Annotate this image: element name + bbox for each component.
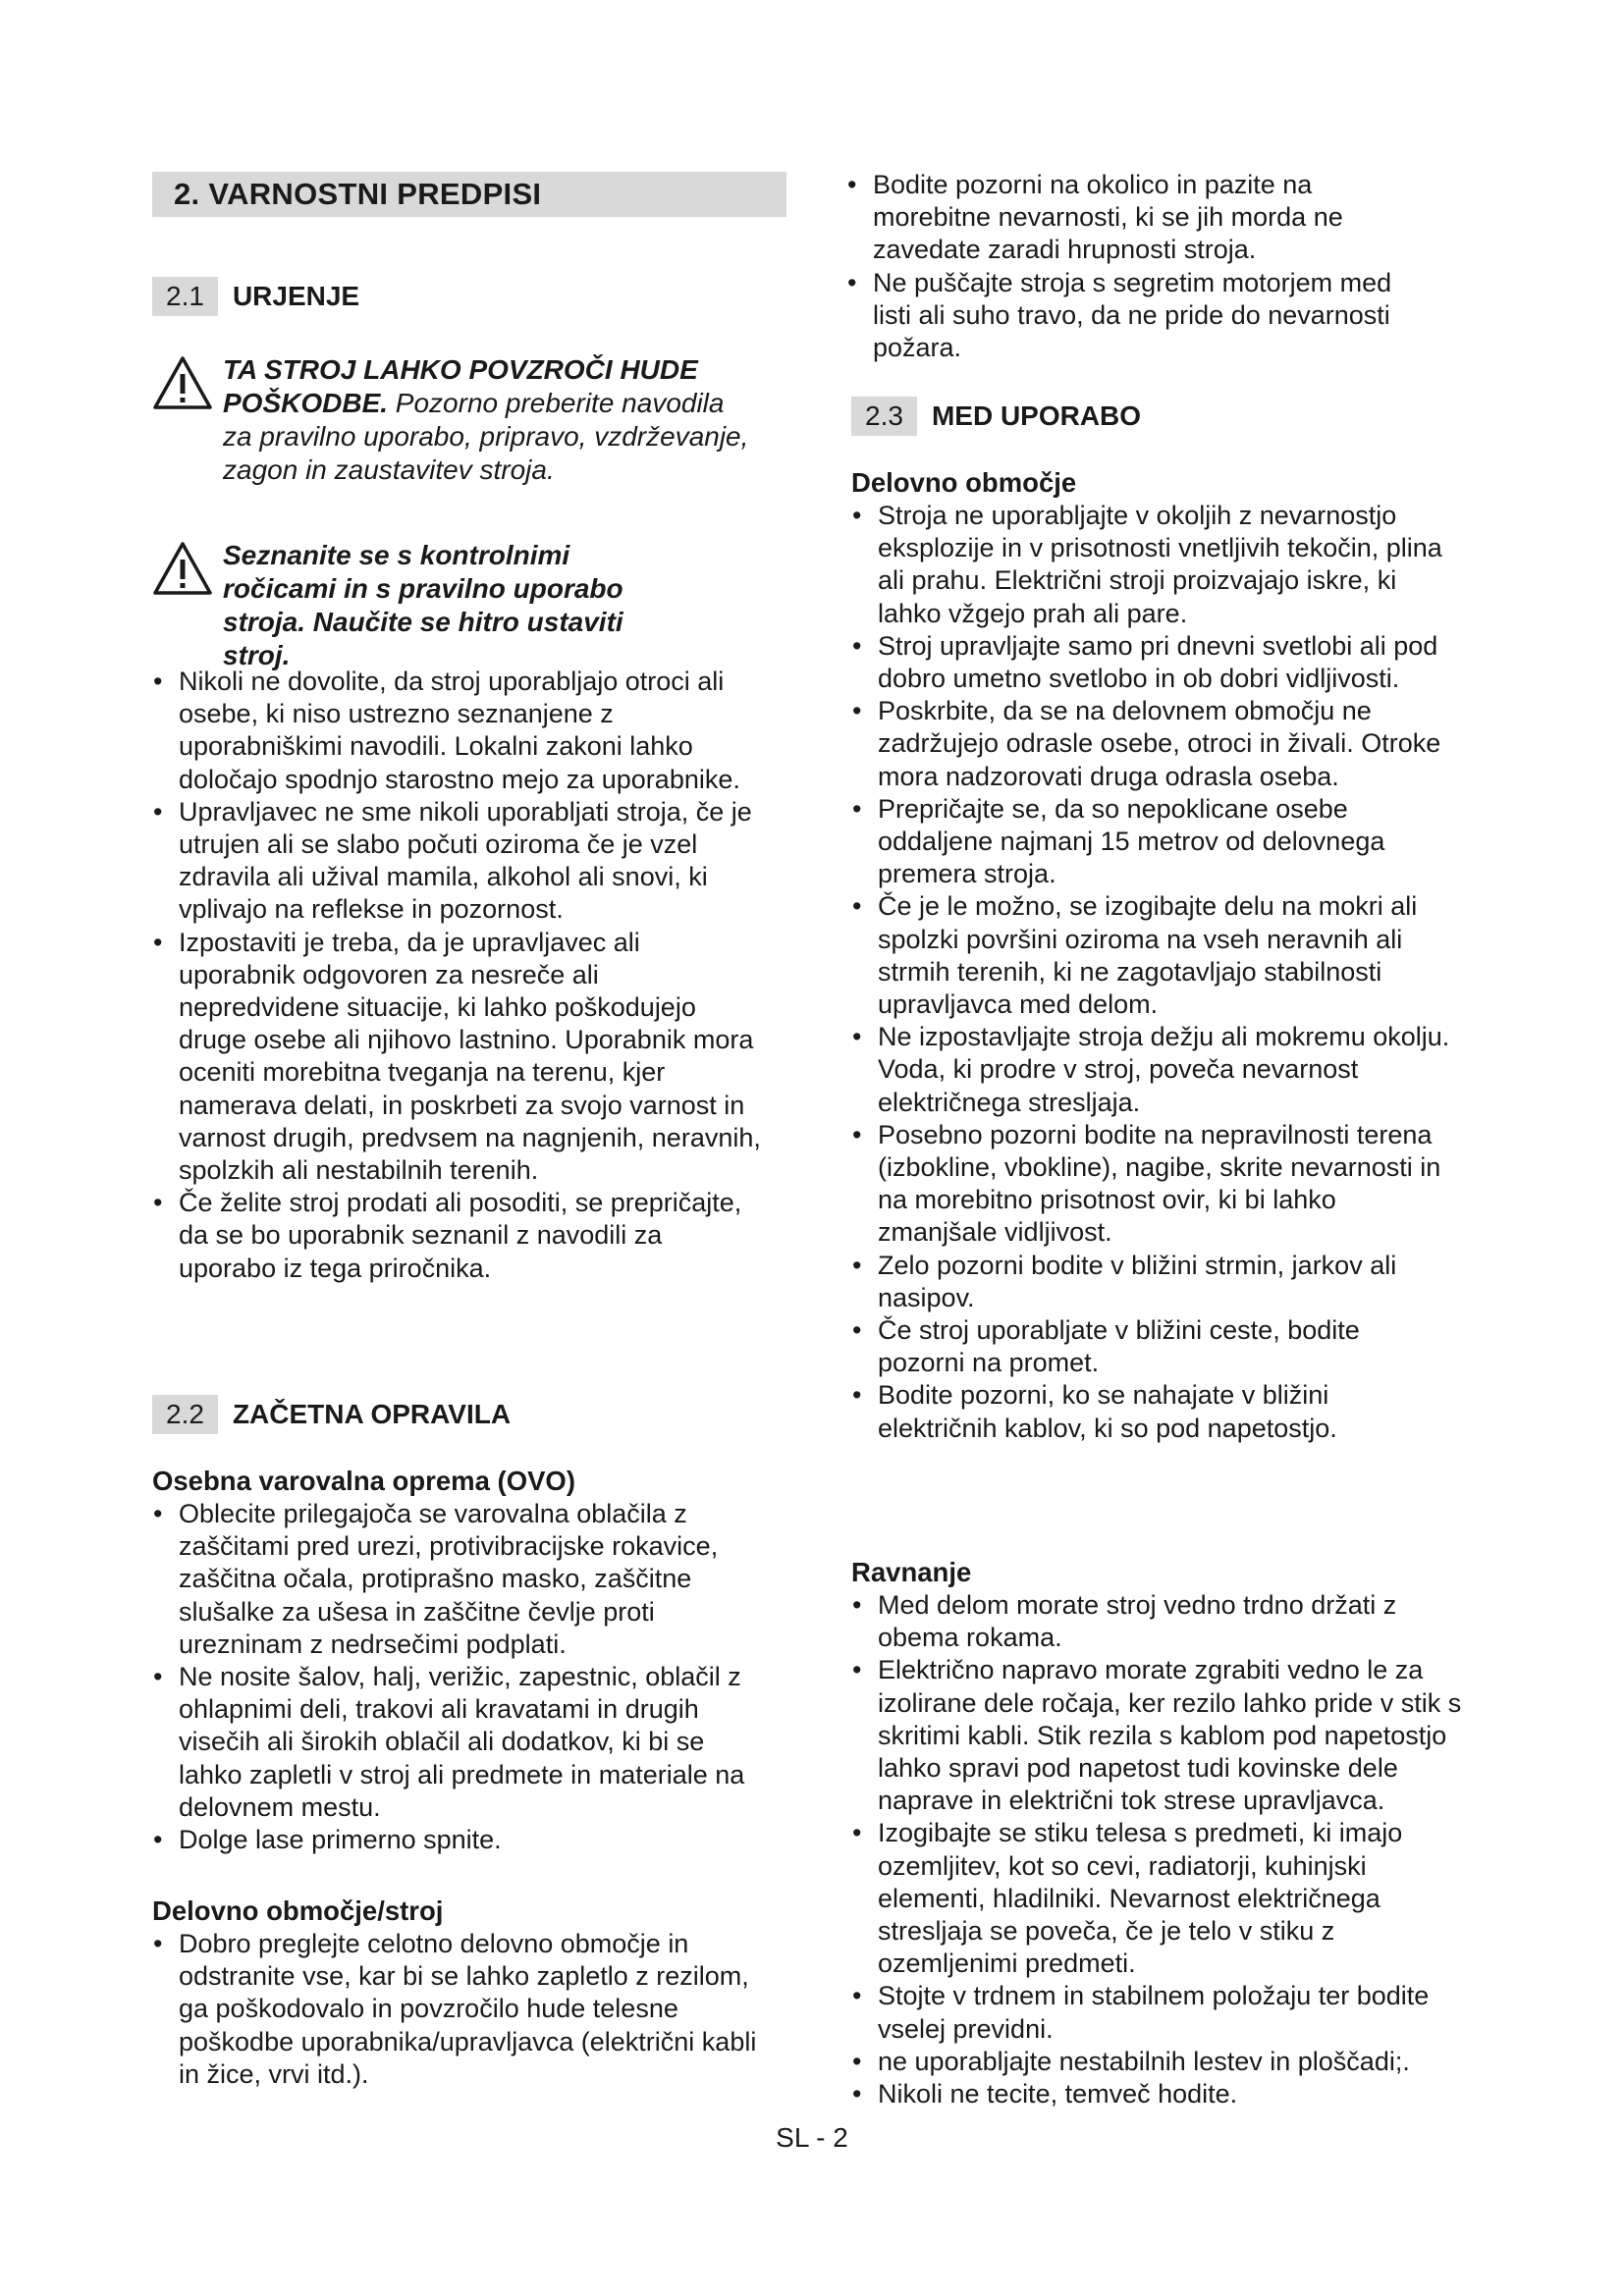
list-item: • Izogibajte se stiku telesa s predmeti, ki imajo ozemljitev, kot so cevi, radiatorji, kuhinjski elementi, hladilniki. Nevarnost električnega stresljaja se poveča, če je telo v stiku z ozemljenimi predmeti. bbox=[851, 1817, 1470, 1980]
list-item: • Ne nosite šalov, halj, verižic, zapestnic, oblačil z ohlapnimi deli, trakovi ali kravatami in drugih visečih ali širokih oblačil ali dodatkov, ki bi se lahko zapletli v stroj ali predmete in materiale na delovnem mestu. bbox=[152, 1661, 766, 1824]
list-item: • Električno napravo morate zgrabiti vedno le za izolirane dele ročaja, ker rezilo lahko pride v stik s skritimi kabli. Stik rezila s kablom pod napetostjo lahko spravi pod napetost tudi kovinske dele naprave in električni tok strese upravljavca. bbox=[851, 1654, 1470, 1817]
list-item: • Dolge lase primerno spnite. bbox=[152, 1824, 766, 1856]
subsection-heading-2-3 bbox=[851, 397, 1141, 436]
list-item: • Nikoli ne dovolite, da stroj uporabljajo otroci ali osebe, ki niso ustrezno seznanjene z uporabniškimi navodili. Lokalni zakoni lahko določajo spodnjo starostno mejo za uporabnike. bbox=[152, 666, 761, 796]
list-item: • Izpostaviti je treba, da je upravljavec ali uporabnik odgovoren za nesreče ali nepredvidene situacije, ki lahko poškodujejo druge osebe ali njihovo lastnino. Uporabnik mora oceniti morebitna tveganja na terenu, kjer namerava delati, in poskrbeti za svojo varnost in varnost drugih, predvsem na nagnjenih, neravnih, spolzkih ali nestabilnih terenih. bbox=[152, 927, 761, 1188]
work-area-title: Delovno območje bbox=[851, 467, 1077, 498]
list-item: • Če želite stroj prodati ali posoditi, se prepričajte, da se bo uporabnik seznanil z navodili za uporabo iz tega priročnika. bbox=[152, 1187, 761, 1285]
list-item: • Stojte v trdnem in stabilnem položaju ter bodite vselej previdni. bbox=[851, 1980, 1470, 2045]
list-item: • Nikoli ne tecite, temveč hodite. bbox=[851, 2078, 1470, 2110]
list-item: • Če stroj uporabljate v bližini ceste, bodite pozorni na promet. bbox=[851, 1314, 1452, 1379]
warning-2-text bbox=[152, 539, 682, 672]
subsection-title: ZAČETNA OPRAVILA bbox=[232, 1399, 512, 1429]
work-area-block bbox=[851, 466, 1452, 1445]
subsection-heading-2-2 bbox=[152, 1395, 511, 1434]
handling-block bbox=[851, 1556, 1470, 2110]
list-item: • Prepričajte se, da so nepoklicane osebe oddaljene najmanj 15 metrov od delovnega premera stroja. bbox=[851, 793, 1452, 891]
subsection-title: URJENJE bbox=[232, 281, 360, 311]
work-area-machine-title: Delovno območje/stroj bbox=[152, 1896, 444, 1926]
list-item: • Stroj upravljajte samo pri dnevni svetlobi ali pod dobro umetno svetlobo in ob dobri vidljivosti. bbox=[851, 630, 1452, 695]
page-number: SL - 2 bbox=[776, 2122, 848, 2153]
warning-1-text bbox=[152, 353, 751, 487]
warning-triangle-icon bbox=[152, 355, 213, 410]
warning-1-bold: TA STROJ LAHKO POVZROČI HUDE POŠKODBE. bbox=[223, 354, 698, 418]
work-area-machine-continued bbox=[846, 169, 1396, 364]
list-item: • Če je le možno, se izogibajte delu na mokri ali spolzki površini oziroma na vseh neravnih ali strmih terenih, ki ne zagotavljajo stabilnosti upravljavca med delom. bbox=[851, 890, 1452, 1021]
list-item: • Dobro preglejte celotno delovno območje in odstranite vse, kar bi se lahko zapletlo z rezilom, ga poškodovalo in povzročilo hude telesne poškodbe uporabnika/upravljavca (električni kabli in žice, vrvi itd.). bbox=[152, 1928, 761, 2091]
list-item: • Bodite pozorni, ko se nahajate v bližini električnih kablov, ki so pod napetostjo. bbox=[851, 1379, 1452, 1444]
warning-2 bbox=[152, 539, 682, 672]
list-item: • Stroja ne uporabljajte v okoljih z nevarnostjo eksplozije in v prisotnosti vnetljivih tekočin, plina ali prahu. Električni stroji proizvajajo iskre, ki lahko vžgejo prah ali pare. bbox=[851, 500, 1452, 630]
list-item: • Posebno pozorni bodite na nepravilnosti terena (izbokline, vbokline), nagibe, skrite nevarnosti in na morebitno prisotnost ovir, ki bi lahko zmanjšale vidljivost. bbox=[851, 1119, 1452, 1250]
list-item: • Oblecite prilegajoča se varovalna oblačila z zaščitami pred urezi, protivibracijske rokavice, zaščitna očala, protiprašno masko, zaščitne slušalke za ušesa in zaščitne čevlje proti urezninam z nedrsečimi podplati. bbox=[152, 1498, 766, 1661]
subsection-heading-2-1 bbox=[152, 277, 359, 316]
ovo-block bbox=[152, 1465, 766, 1856]
list-item: • Poskrbite, da se na delovnem območju ne zadržujejo odrasle osebe, otroci in živali. Otroke mora nadzorovati druga odrasla oseba. bbox=[851, 695, 1452, 793]
subsection-title: MED UPORABO bbox=[931, 400, 1142, 431]
warning-triangle-icon bbox=[152, 541, 213, 596]
handling-title: Ravnanje bbox=[851, 1557, 972, 1587]
list-item: • Ne izpostavljajte stroja dežju ali mokremu okolju. Voda, ki prodre v stroj, poveča nevarnost električnega stresljaja. bbox=[851, 1021, 1452, 1119]
work-area-machine-block bbox=[152, 1895, 761, 2091]
section-heading: 2. VARNOSTNI PREDPISI bbox=[152, 172, 786, 217]
urjenje-bullets bbox=[152, 666, 761, 1285]
subsection-number: 2.3 bbox=[851, 397, 917, 436]
subsection-number: 2.2 bbox=[152, 1395, 218, 1434]
list-item: • Zelo pozorni bodite v bližini strmin, jarkov ali nasipov. bbox=[851, 1250, 1452, 1314]
list-item: • Bodite pozorni na okolico in pazite na morebitne nevarnosti, ki se jih morda ne zavedate zaradi hrupnosti stroja. bbox=[846, 169, 1396, 267]
ovo-title: Osebna varovalna oprema (OVO) bbox=[152, 1466, 575, 1496]
warning-1-rest: Pozorno preberite navodila za pravilno uporabo, pripravo, vzdrževanje, zagon in zaustavitev stroja. bbox=[223, 388, 749, 485]
list-item: • Med delom morate stroj vedno trdno držati z obema rokama. bbox=[851, 1589, 1470, 1654]
warning-2-bold: Seznanite se s kontrolnimi ročicami in s pravilno uporabo stroja. Naučite se hitro ustaviti stroj. bbox=[223, 540, 623, 670]
list-item: • Upravljavec ne sme nikoli uporabljati stroja, če je utrujen ali se slabo počuti oziroma če je vzel zdravila ali užival mamila, alkohol ali snovi, ki vplivajo na reflekse in pozornost. bbox=[152, 796, 761, 927]
subsection-number: 2.1 bbox=[152, 277, 218, 316]
list-item: • ne uporabljajte nestabilnih lestev in ploščadi;. bbox=[851, 2046, 1470, 2078]
list-item: • Ne puščajte stroja s segretim motorjem med listi ali suho travo, da ne pride do nevarnosti požara. bbox=[846, 267, 1396, 365]
warning-1 bbox=[152, 353, 751, 487]
